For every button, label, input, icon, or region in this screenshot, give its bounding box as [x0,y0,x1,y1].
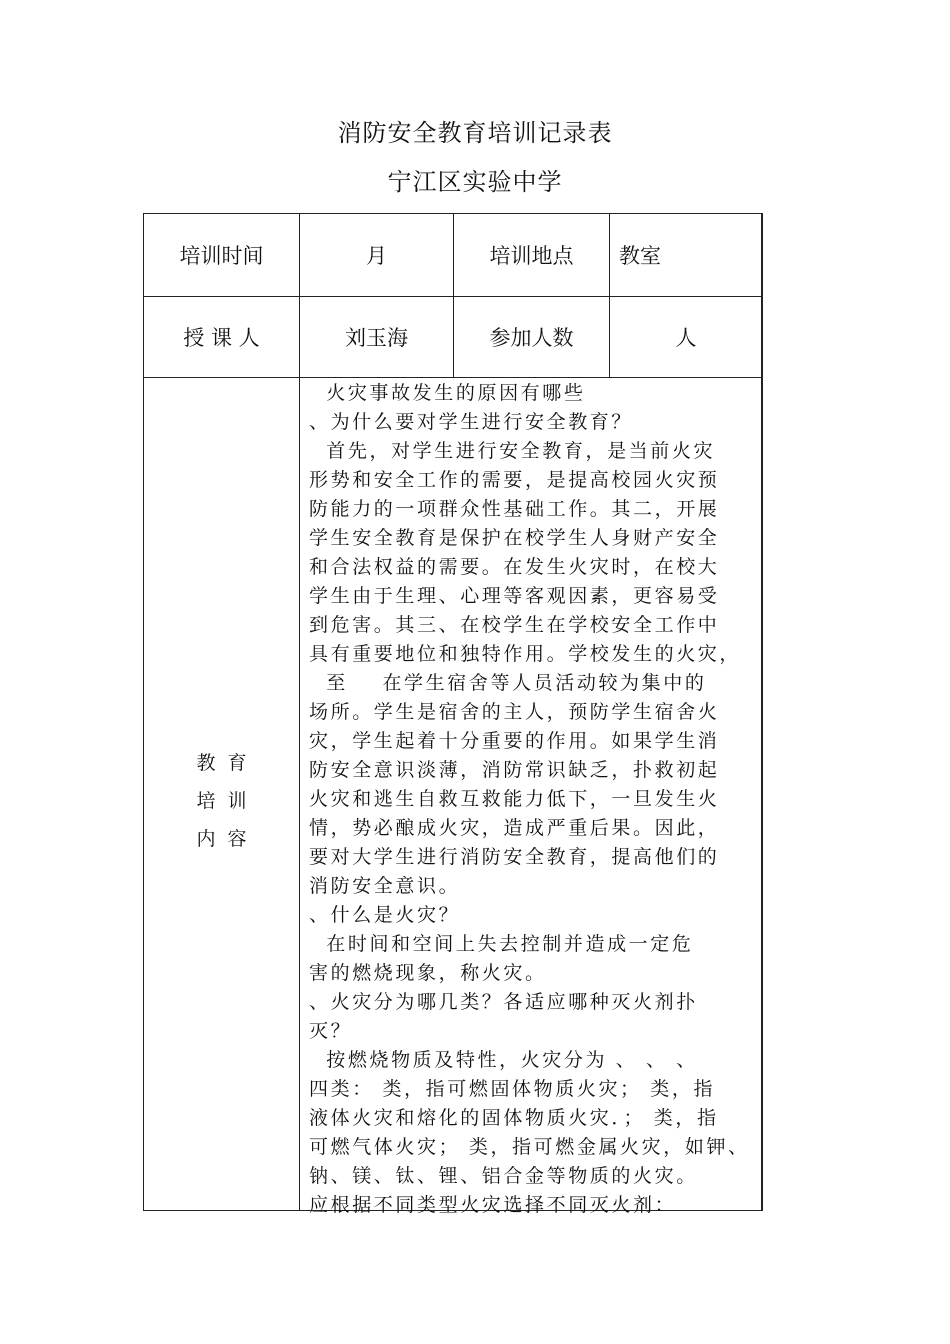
content-line: 按燃烧物质及特性，火灾分为 、 、 、 [309,1049,698,1071]
content-line: 在时间和空间上失去控制并造成一定危 [309,933,694,955]
content-line: 形势和安全工作的需要，是提高校园火灾预 [309,469,720,491]
content-line: 要对大学生进行消防安全教育，提高他们的 [309,846,720,868]
content-line: 、什么是火灾？ [309,904,461,926]
training-time-label: 培训时间 [179,244,264,268]
attendees-label: 参加人数 [489,326,574,350]
content-line: 至 在学生宿舍等人员活动较为集中的 [309,672,707,694]
content-line: 情，势必酿成火灾，造成严重后果。因此， [309,817,720,839]
training-content [309,379,754,1220]
content-line: 应根据不同类型火灾选择不同灭火剂： [309,1194,677,1216]
content-line: 到危害。其三、在校学生在学校安全工作中 [309,614,720,636]
content-line: 学生安全教育是保护在校学生人身财产安全 [309,527,720,549]
attendees-value: 人 [675,326,697,350]
content-line: 可燃气体火灾； 类，指可燃金属火灾，如钾、 [309,1136,750,1158]
content-line: 液体火灾和熔化的固体物质火灾．； 类，指 [309,1107,719,1129]
content-line: 害的燃烧现象，称火灾。 [309,962,547,984]
content-line: 场所。学生是宿舍的主人，预防学生宿舍火 [309,701,720,723]
content-line: 、火灾分为哪几类？各适应哪种灭火剂扑 [309,991,698,1013]
content-line: 灭？ [309,1020,353,1042]
content-line: 钠、镁、钛、锂、铝合金等物质的火灾。 [309,1165,698,1187]
document-subtitle: 宁江区实验中学 [387,168,563,196]
training-place-label: 培训地点 [489,244,574,268]
row-divider-2 [144,377,762,378]
training-place-value: 教室 [619,244,661,268]
content-line: 首先，对学生进行安全教育，是当前火灾 [309,440,716,462]
content-label-line: 培 训 [196,790,247,812]
content-label-line: 内 容 [196,828,247,850]
content-line: 学生由于生理、心理等客观因素，更容易受 [309,585,720,607]
content-line: 防安全意识淡薄，消防常识缺乏，扑救初起 [309,759,720,781]
training-time-value: 月 [366,244,387,268]
content-section-label [144,744,299,858]
content-line: 、为什么要对学生进行安全教育？ [309,411,634,433]
lecturer-value: 刘玉海 [345,326,408,350]
content-line: 和合法权益的需要。在发生火灾时，在校大 [309,556,720,578]
training-record-table [143,213,763,1216]
content-line: 消防安全意识。 [309,875,461,897]
content-line: 具有重要地位和独特作用。学校发生的火灾， [309,643,742,665]
content-line: 防能力的一项群众性基础工作。其二，开展 [309,498,720,520]
lecturer-label: 授 课 人 [183,326,260,350]
content-label-line: 教 育 [196,752,247,774]
content-line: 火灾事故发生的原因有哪些 [309,382,586,404]
document-title: 消防安全教育培训记录表 [337,119,613,147]
content-line: 火灾和逃生自救互救能力低下，一旦发生火 [309,788,720,810]
content-line: 四类： 类，指可燃固体物质火灾； 类，指 [309,1078,716,1100]
content-line: 灾，学生起着十分重要的作用。如果学生消 [309,730,720,752]
